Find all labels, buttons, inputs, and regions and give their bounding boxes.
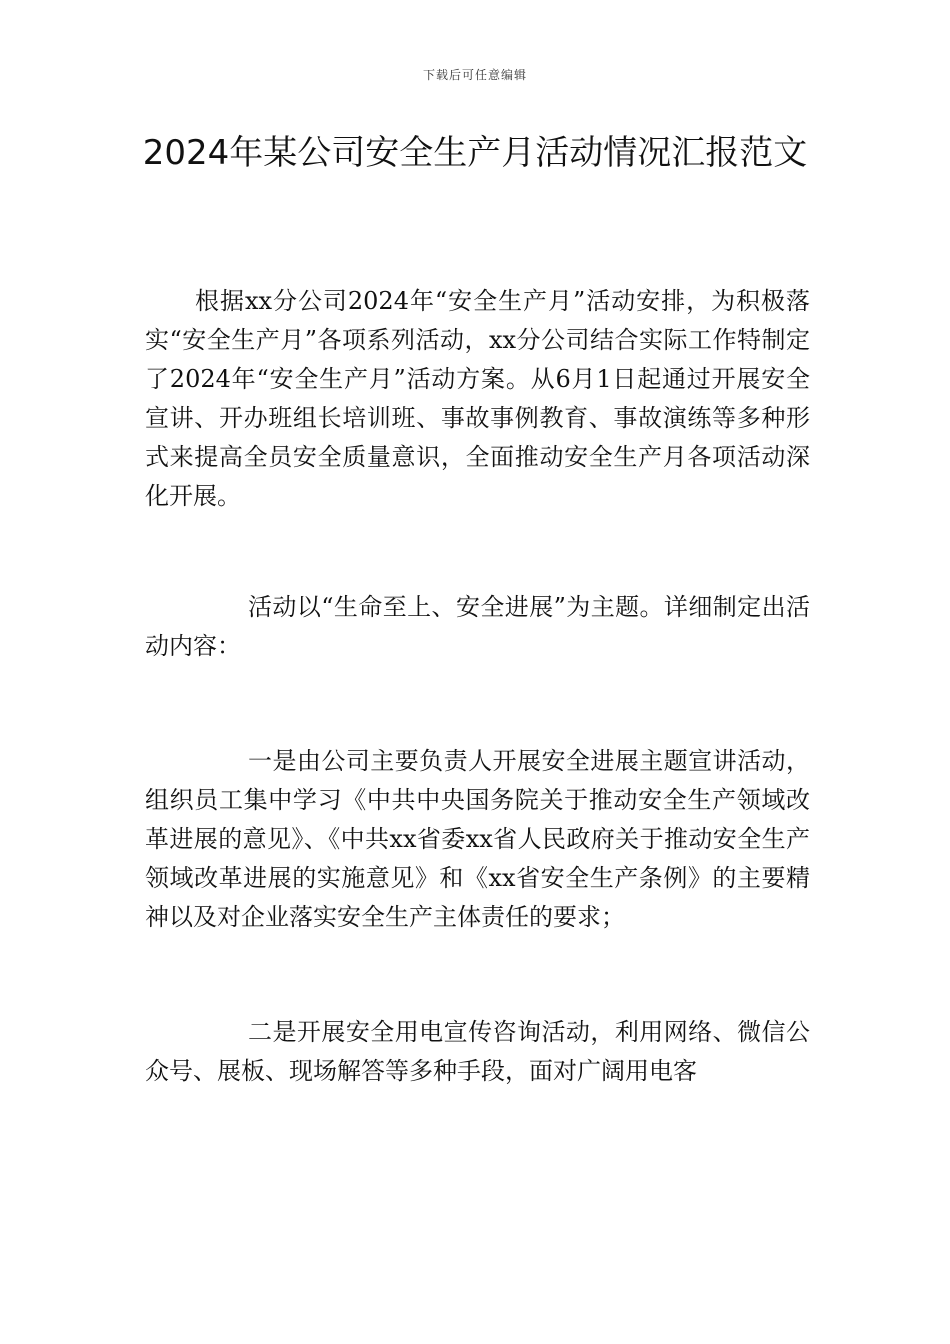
- paragraph-4: 二是开展安全用电宣传咨询活动，利用网络、微信公众号、展板、现场解答等多种手段，面对广阔用电客: [145, 1018, 810, 1085]
- header-note: 下载后可任意编辑: [422, 68, 527, 82]
- paragraph-spacer: [145, 937, 810, 1013]
- document-title: 2024年某公司安全生产月活动情况汇报范文: [142, 133, 808, 173]
- paragraph-1: 根据xx分公司2024年“安全生产月”活动安排，为积极落实“安全生产月”各项系列活动，xx分公司结合实际工作特制定了2024年“安全生产月”活动方案。从6月1日起通过开展安全宣讲、开办班组长培训班、事故事例教育、事故演练等多种形式来提高全员安全质量意识，全面推动安全生产月各项活动深化开展。: [145, 287, 810, 510]
- paragraph-2: 活动以“生命至上、安全进展”为主题。详细制定出活动内容：: [145, 593, 810, 660]
- paragraph-spacer: [145, 666, 810, 742]
- document-body: [145, 282, 810, 1091]
- paragraph-spacer: [145, 516, 810, 588]
- paragraph-3: 一是由公司主要负责人开展安全进展主题宣讲活动，组织员工集中学习《中共中央国务院关于推动安全生产领域改革进展的意见》、《中共xx省委xx省人民政府关于推动安全生产领域改革进展的实施意见》和《xx省安全生产条例》的主要精神以及对企业落实安全生产主体责任的要求；: [145, 747, 810, 931]
